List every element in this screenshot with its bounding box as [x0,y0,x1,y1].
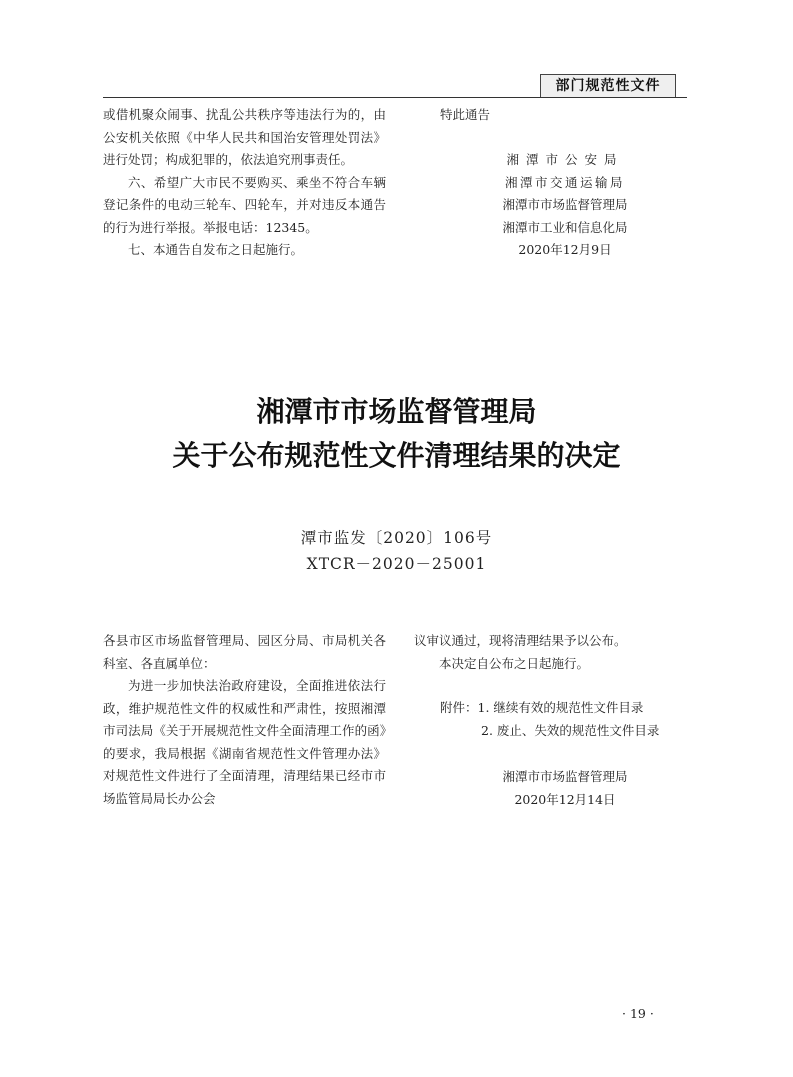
issuer-line: 湘潭市公安局 [506,152,624,167]
prev-notice-issuers [490,149,640,262]
section-label: 部门规范性文件 [540,74,676,98]
decision-title-line-1: 湘潭市市场监督管理局 [256,395,537,428]
salutation: 各县市区市场监督管理局、园区分局、市局机关各科室、各直属单位： [103,633,386,671]
body-paragraph: 为进一步加快法治政府建设，全面推进依法行政，维护规范性文件的权威性和严肃性，按照湘潭市司法局《关于开展规范性文件全面清理工作的函》的要求，我局根据《湖南省规范性文件管理办法》对规范性文件进行了全面清理，清理结果已经市市场监管局局长办公会 [103,678,386,806]
attachments-label: 附件： [440,700,478,715]
prev-notice-paragraph: 六、希望广大市民不要购买、乘坐不符合车辆登记条件的电动三轮车、四轮车，并对违反本通告的行为进行举报。举报电话：12345。 [103,174,386,235]
decision-issuer: 湘潭市市场监督管理局 [502,769,628,784]
issuer-line: 湘潭市交通运输局 [504,174,625,190]
prev-notice-paragraph: 七、本通告自发布之日起施行。 [128,242,304,257]
prev-notice-left-column [103,104,386,262]
attachment-item: 2. 废止、失效的规范性文件目录 [481,722,660,738]
attachment-item [440,697,690,720]
prev-notice-closing: 特此通告 [440,107,491,122]
attachments-block [440,697,690,742]
issuer-line: 湘潭市工业和信息化局 [502,219,628,235]
header-rule [103,97,687,98]
decision-date: 2020年12月14日 [514,791,616,807]
effective-statement: 本决定自公布之日起施行。 [439,655,590,671]
decision-left-column [103,630,386,810]
attachment-label: 1. 继续有效的规范性文件目录 [477,700,644,715]
prev-notice-right-column [440,104,690,127]
registration-code: XTCR－2020－25001 [306,555,487,573]
decision-right-column [414,630,690,675]
prev-notice-paragraph: 或借机聚众闹事、扰乱公共秩序等违法行为的，由公安机关依照《中华人民共和国治安管理处罚法》进行处罚；构成犯罪的，依法追究刑事责任。 [103,107,386,167]
page-number: · 19 · [622,1006,654,1021]
decision-title-line-2: 关于公布规范性文件清理结果的决定 [172,439,621,472]
decision-signature [490,766,640,811]
document-number: 潭市监发〔2020〕106号 [300,529,493,547]
prev-notice-date: 2020年12月9日 [518,242,612,257]
body-continued: 议审议通过，现将清理结果予以公布。 [414,633,627,648]
issuer-line: 湘潭市市场监督管理局 [502,197,628,212]
